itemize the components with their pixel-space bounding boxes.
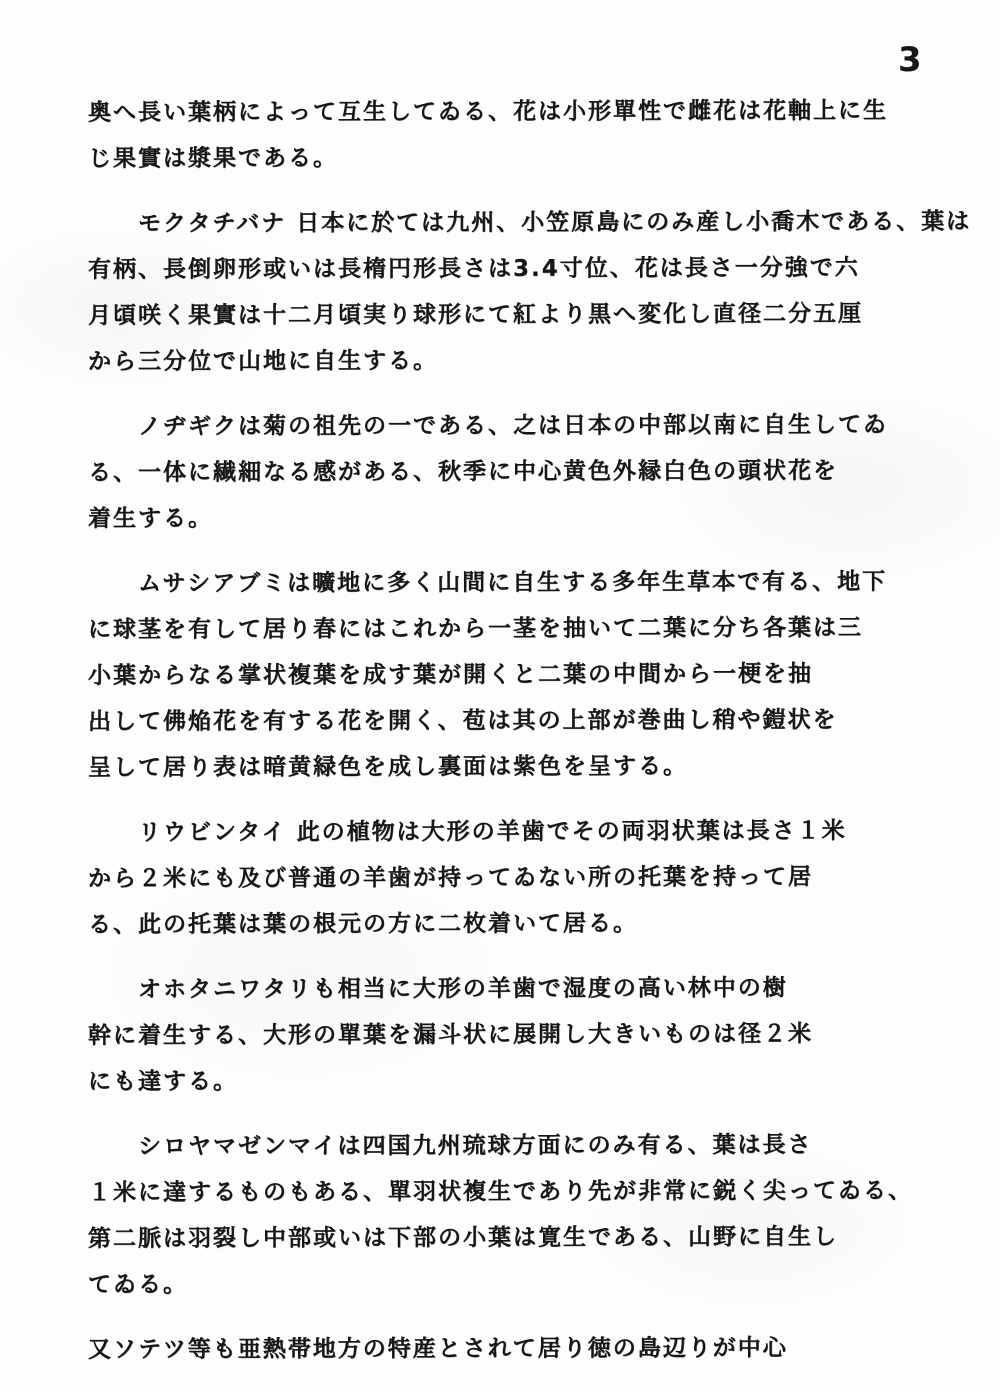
text-line: ムサシアブミは曠地に多く山間に自生する多年生草本で有る、地下 [137, 568, 888, 597]
text-line: リウビンタイ 此の植物は大形の羊歯でその両羽状葉は長さ１米 [137, 818, 847, 846]
text-line: に球茎を有して居り春にはこれから一茎を抽いて二葉に分ち各葉は三 [87, 614, 864, 643]
text-line: 又ソテツ等も亜熱帯地方の特産とされて居り徳の島辺りが中心 [87, 1335, 788, 1363]
page-content [87, 90, 972, 1392]
text-line: 第二脈は羽裂し中部或いは下部の小葉は寛生である、山野に自生し [87, 1224, 839, 1252]
text-line: る、一体に繊細なる感がある、秋季に中心黄色外縁白色の頭状花を [87, 458, 839, 486]
page-number: 3 [898, 40, 923, 80]
paragraph [88, 404, 948, 542]
text-line: 出して佛焔花を有する花を開く、苞は其の上部が巻曲し稍や鎧状を [87, 707, 838, 735]
text-line: 月頃咲く果實は十二月頃実り球形にて紅より黒へ変化し直径二分五厘 [87, 300, 864, 329]
text-line: 小葉からなる掌状複葉を成す葉が開くと二葉の中間から一梗を抽 [87, 661, 814, 689]
text-line: シロヤマゼンマイは四国九州琉球方面にのみ有る、葉は長さ [137, 1132, 813, 1160]
paragraph [88, 90, 948, 182]
text-line: モクタチバナ 日本に於ては九州、小笠原島にのみ産し小喬木である、葉は [137, 208, 972, 237]
text-line: 呈して居り表は暗黄緑色を成し裏面は紫色を呈する。 [87, 753, 689, 781]
text-line: ノヂギクは菊の祖先の一である、之は日本の中部以南に自生してゐ [137, 411, 889, 440]
text-line: 有柄、長倒卵形或いは長楕円形長さは3.4寸位、花は長さ一分強で六 [87, 254, 860, 283]
paragraph [88, 1327, 948, 1373]
paragraph [87, 201, 972, 385]
paragraph [88, 1124, 948, 1308]
text-line: １米に達するものもある、單羽状複生であり先が非常に鋭く尖ってゐる、 [87, 1177, 914, 1206]
text-line: 幹に着生する、大形の單葉を漏斗状に展開し大きいものは径２米 [87, 1021, 814, 1049]
paragraph [88, 967, 948, 1105]
text-line: から三分位で山地に自生する。 [87, 348, 439, 375]
text-line: から２米にも及び普通の羊歯が持ってゐない所の托葉を持って居 [87, 864, 814, 892]
text-line: にも達する。 [87, 1068, 239, 1095]
text-line: 奥へ長い葉柄によって互生してゐる、花は小形單性で雌花は花軸上に生 [87, 97, 889, 126]
paragraph [88, 561, 948, 791]
text-line: オホタニワタリも相当に大形の羊歯で湿度の高い林中の樹 [137, 975, 788, 1003]
text-line: る、此の托葉は葉の根元の方に二枚着いて居る。 [87, 910, 639, 938]
text-line: 着生する。 [87, 505, 214, 532]
text-line: てゐる。 [87, 1271, 189, 1298]
text-line: じ果實は漿果である。 [87, 145, 339, 172]
paragraph [88, 810, 948, 948]
